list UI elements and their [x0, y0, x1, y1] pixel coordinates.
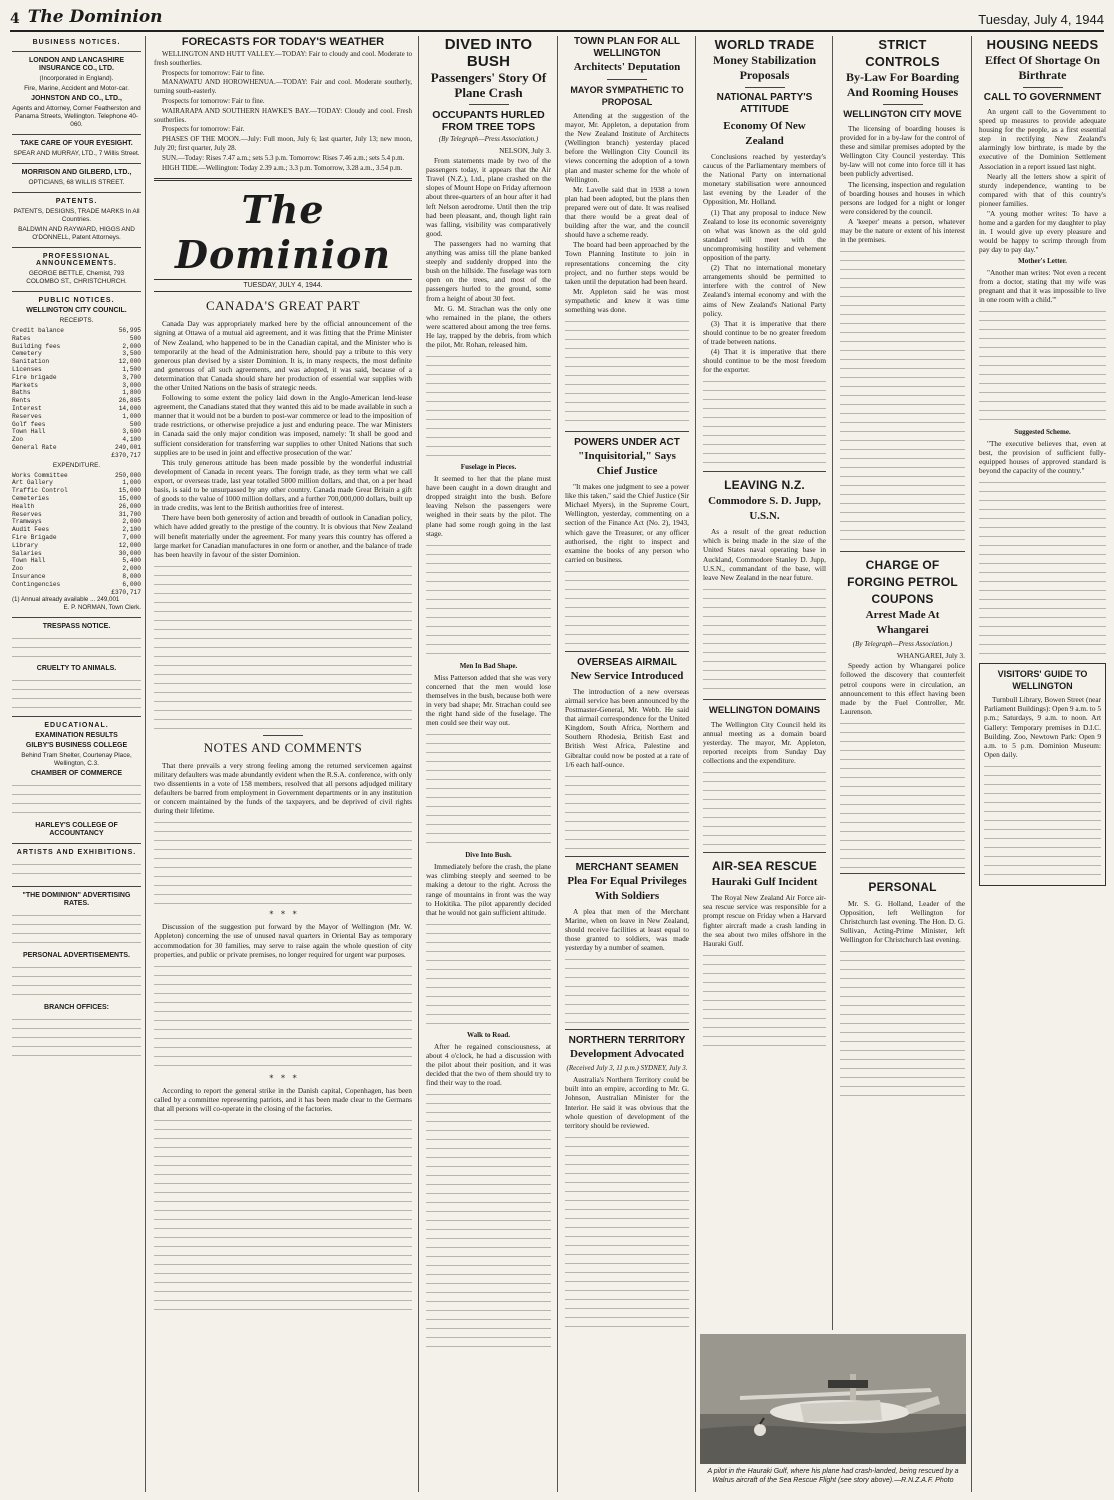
article-deck: CALL TO GOVERNMENT: [983, 92, 1102, 103]
ledger-row: Rents 26,805: [12, 397, 141, 405]
text-block: [426, 729, 551, 849]
section-heading: PUBLIC NOTICES.: [38, 297, 115, 304]
ledger-row: Insurance 8,000: [12, 572, 141, 580]
text-block: [984, 761, 1101, 881]
photo-caption: A pilot in the Hauraki Gulf, where his plane had crash-landed, being rescued by a Walrus aircraft of the Sea Rescue Flight (see story above).—R.N.Z.A.F. Photo: [707, 1468, 959, 1484]
weather-line: MANAWATU AND HOROWHENUA.—TODAY: Fair and cool. Moderate southerly, turning south-easterly.: [154, 78, 412, 96]
ledger-row: Reserves 31,700: [12, 510, 141, 518]
photo-block: [697, 1330, 969, 1492]
text-block: [12, 780, 141, 820]
notice-title: LONDON AND LANCASHIRE INSURANCE CO., LTD.: [28, 57, 125, 72]
article-headline: WORLD TRADE: [714, 37, 815, 52]
notice-text: GEORGE BETTLE, Chemist, 793 COLOMBO ST., CHRISTCHURCH.: [26, 270, 127, 285]
article-headline: HOUSING NEEDS: [986, 37, 1099, 52]
article-subhead: New Service Introduced: [570, 669, 684, 682]
text-block: [703, 950, 826, 1050]
newspaper-flag: The Dominion: [175, 187, 391, 278]
article-body: As a result of the great reduction which is being made in the size of the United States naval operating base in Auckland, Commodore Stanley D. Jupp, U.S.N., commandant of the base, will leave New Zealand in the near future.: [703, 527, 826, 582]
notice-title: GILBY'S BUSINESS COLLEGE: [25, 742, 128, 750]
folio-masthead: The Dominion: [27, 7, 163, 27]
text-block: [12, 675, 141, 711]
article-subhead: Architects' Deputation: [573, 61, 681, 73]
ledger-row: Rates 500: [12, 334, 141, 342]
weather-line: WELLINGTON AND HUTT VALLEY.—TODAY: Fair to cloudy and cool. Moderate to fresh southerlies.: [154, 50, 412, 67]
notice-title: JOHNSTON AND CO., LTD.,: [31, 95, 122, 102]
guide-body: Turnbull Library, Bowen Street (near Parliament Buildings): Open 9 a.m. to 5 p.m.; Saturdays, 9 a.m. to noon. Art Gallery: Temporary premises in D.I.C. Building. Zoo, Newtown Park: Open 9 a.m. to 5 p.m. Dominion Museum: Open daily.: [984, 695, 1101, 759]
ledger-row: Zoo 4,100: [12, 436, 141, 444]
text-block: [840, 946, 965, 1096]
text-block: [840, 246, 965, 546]
ledger-row: Cemeteries 15,000: [12, 494, 141, 502]
text-block: [12, 633, 141, 663]
notice-title: PERSONAL ADVERTISEMENTS.: [23, 952, 130, 960]
notice-title: CHAMBER OF COMMERCE: [31, 770, 122, 778]
crosshead: Dive Into Bush.: [465, 851, 512, 860]
notice-title: HARLEY'S COLLEGE OF ACCOUNTANCY: [35, 822, 118, 838]
article-body: Mr. S. G. Holland, Leader of the Opposition, left Wellington for Christchurch last evening. The Hon. D. G. Sullivan, Acting-Prime Minister, left Wellington for Christchurch last evening.: [840, 898, 965, 945]
crosshead: Walk to Road.: [467, 1030, 510, 1039]
article-deck: NATIONAL PARTY'S ATTITUDE: [716, 92, 813, 115]
ledger-row: Fire Brigade 7,000: [12, 533, 141, 541]
issue-date: TUESDAY, JULY 4, 1944.: [154, 279, 412, 292]
notice-text: Fire, Marine, Accident and Motor-car.: [24, 85, 129, 92]
article-body: "Another man writes: 'Not even a recent from a doctor, stating that my wife was pregnant and that it was impossible to live in one room with a child.'": [979, 267, 1106, 304]
article-body: A plea that men of the Merchant Marine, when on leave in New Zealand, should receive facilities at least equal to those granted to soldiers, was made yesterday by a number of seamen.: [565, 906, 689, 953]
article-byline: (By Telegraph—Press Association.): [852, 640, 953, 649]
weather-line: Prospects for tomorrow: Fair.: [162, 125, 245, 134]
section-heading: EDUCATIONAL.: [44, 722, 109, 730]
section-heading: BUSINESS NOTICES.: [32, 39, 121, 46]
leader-column: [150, 36, 416, 1492]
ledger-row: Credit balance 56,995: [12, 327, 141, 334]
notice-title: BRANCH OFFICES:: [44, 1004, 109, 1012]
notice-title: TAKE CARE OF YOUR EYESIGHT.: [20, 140, 133, 147]
article-headline: NORTHERN TERRITORY: [568, 1035, 686, 1047]
ledger-row: Health 26,000: [12, 502, 141, 510]
folio-date: Tuesday, July 4, 1944: [978, 12, 1104, 27]
town-clerk: E. P. NORMAN, Town Clerk.: [63, 604, 141, 612]
notice-title: TRESPASS NOTICE.: [42, 623, 111, 631]
text-block: [12, 962, 141, 1002]
article-dateline: (Received July 3, 11 p.m.) SYDNEY, July 3.: [566, 1064, 688, 1073]
notice-text: Behind Tram Shelter, Courtenay Place, Wellington, C.3.: [21, 752, 132, 768]
text-block: [12, 1014, 141, 1064]
ledger-row: Zoo 2,000: [12, 565, 141, 573]
text-block: [565, 1132, 689, 1332]
text-block: [703, 376, 826, 466]
notice-text: PATENTS, DESIGNS, TRADE MARKS In All Countries.: [13, 208, 140, 223]
weather-title: FORECASTS FOR TODAY'S WEATHER: [181, 36, 385, 48]
column-rule: [557, 36, 558, 1492]
editorial-continuation: [154, 561, 412, 731]
article-deck: OCCUPANTS HURLED FROM TREE TOPS: [432, 109, 545, 133]
ledger-row: Sanitation 12,000: [12, 358, 141, 366]
page-folio: [10, 6, 1104, 32]
article-body: "It makes one judgment to see a power like this taken," said the Chief Justice (Sir Michael Myers), in the Supreme Court, Wellington, yesterday, commenting on a section of the Finance Act (No. 2), 1943, which gave the Treasurer, or any officer authorised, the right to inspect and examine the books of any person who carried on business.: [565, 482, 689, 564]
notice-text: OPTICIANS, 68 WILLIS STREET.: [28, 179, 125, 186]
text-block: [565, 566, 689, 646]
text-block: [12, 910, 141, 950]
text-block: [979, 306, 1106, 426]
ledger-row: Fire brigade 3,700: [12, 373, 141, 381]
article-body: The Wellington City Council held its annual meeting as a domain board yesterday. The mayor, Mr. Appleton, reported receipts from Sunday Day collections and the expenditure.: [703, 719, 826, 766]
receipts-heading: RECEIPTS.: [59, 317, 94, 324]
notes-body: That there prevails a very strong feeling among the returned servicemen against military defaulters was made abundantly evident when the R.S.A. conference, with only two dissentients in a vote of 158 members, resolved that all persons adjudged military defaulters be barred from employment in Government departments or in any institution or concern maintained by the funds of the taxpayers, and be deprived of civil rights during their lifetime.: [154, 760, 412, 816]
text-block: [426, 540, 551, 660]
article-body: The introduction of a new overseas airmail service has been announced by the Postmaster-General, Mr. Webb. He said that airmail correspondence for the United Kingdom, South Africa, Northern and Southern Rhodesia, British East and British West Africa, Palestine and Gibraltar could now be posted at a rate of 1/6 each half-ounce.: [565, 686, 689, 769]
article-subhead: Hauraki Gulf Incident: [711, 876, 818, 889]
page-number: 4: [10, 11, 20, 27]
article-headline: AIR-SEA RESCUE: [711, 859, 818, 874]
article-headline: PERSONAL: [868, 879, 937, 894]
article-byline: (By Telegraph—Press Association.): [438, 135, 539, 143]
column-rule: [145, 36, 146, 1492]
text-block: [703, 767, 826, 847]
article-subhead: "Inquisitorial," Says Chief Justice: [578, 450, 676, 478]
article-subhead: Commodore S. D. Jupp, U.S.N.: [708, 495, 821, 523]
article-body: Immediately before the crash, the plane was climbing steeply and seemed to be making a detour to the right. Across the range of mountains in front was the way to Hokitika. The pilot apparently decided that he would not gain sufficient altitude.: [426, 862, 551, 917]
ledger-row: Art Gallery 1,000: [12, 479, 141, 487]
walrus-aircraft-illustration: [700, 1334, 966, 1464]
strict-controls-column: [836, 36, 969, 1492]
receipts-total: £370,717: [111, 451, 141, 459]
article-headline: DIVED INTO BUSH: [444, 36, 533, 70]
housing-column: [975, 36, 1110, 1492]
article-body: Attending at the suggestion of the mayor, Mr. Appleton, a deputation from the New Zealand Institute of Architects (Wellington branch) yesterday placed before the Wellington City Council its views concerning the adoption of a town plan and master scheme for the whole of Wellington. Mr. Lavelle said that in 1938 a town plan had been adopted, but the plans then prepared were out of date. It was realised that there would be a great deal of building after the war, and the council should have a scheme ready. The board had been approached by the Town Planning Institute to join in representations concerning the city project, and no further steps would be taken until the deputation had been heard. Mr. Appleton said he was most sympathetic and knew it was time something was done.: [565, 111, 689, 314]
article-subhead: Development Advocated: [570, 1048, 684, 1061]
column-rule: [971, 36, 972, 1492]
article-headline: TOWN PLAN FOR ALL WELLINGTON: [573, 36, 681, 59]
notes-title: NOTES AND COMMENTS: [203, 739, 363, 755]
article-subhead: Passengers' Story Of Plane Crash: [430, 70, 547, 100]
column-rule: [695, 36, 696, 1492]
article-headline: CHARGE OF FORGING PETROL COUPONS: [847, 558, 958, 607]
expenditure-heading: EXPENDITURE.: [52, 461, 101, 469]
article-body: Miss Patterson added that she was very concerned that the men would lose themselves in the bush, because both were in very bad shape; Mr. Strachan could see the right hand side of the fuselage. The men could see their way out.: [426, 672, 551, 728]
article-body: It seemed to her that the plane must have been caught in a down draught and dropped straight into the bush. Before leaving Nelson the passengers were weighed in their seats by the pilot. The plane had some rough going in the last stage.: [426, 474, 551, 538]
notes-continuation: [154, 1115, 412, 1315]
notes-body: According to report the general strike in the Danish capital, Copenhagen, has been called by a committee representing patriots, and it has been made clear to the Germans that all persons will co-operate in the closing of the factories.: [154, 1085, 412, 1113]
article-body: NELSON, July 3. From statements made by two of the passengers today, it appears that the Air Travel (N.Z.), Ltd., plane crashed on the slopes of Mount Hope on Friday afternoon about three-quarters of an hour after it had left Nelson aerodrome. Until then the trip had been pleasant, and, though light rain was falling, visibility was comparatively good. The passengers had no warning that anything was amiss till the plane banked steeply and suddenly dropped into the bush on the hillside. The fuselage was torn open on the trees, and most of the passengers hurled to the ground, some from a height of about 30 feet. Mr. G. M. Strachan was the only one who remained in the plane, the others were scattered about among the tree ferns. He lay, trapped by the debris, from which the pilot, Mr. Rohan, released him.: [426, 146, 551, 349]
notice-text: Agents and Attorney, Corner Featherston and Panama Streets, Wellington. Telephone 40-060.: [12, 105, 141, 128]
text-block: [565, 316, 689, 426]
crosshead: Mother's Letter.: [1018, 256, 1067, 265]
world-trade-column: [699, 36, 830, 1492]
text-block: [703, 584, 826, 694]
article-subhead: Plea For Equal Privileges With Soldiers: [567, 874, 687, 902]
article-deck: MAYOR SYMPATHETIC TO PROPOSAL: [570, 85, 684, 107]
article-headline: MERCHANT SEAMEN: [575, 861, 679, 873]
notes-body: Discussion of the suggestion put forward by the Mayor of Wellington (Mr. W. Appleton) concerning the use of unused naval quarters in Oriental Bay as temporary accommodation for 30 families, may serve to raise again the whole question of city properties, and public or private premises, no longer required for urgent war purposes.: [154, 922, 412, 959]
ledger-row: Salaries 30,000: [12, 549, 141, 557]
article-deck: WELLINGTON CITY MOVE: [843, 109, 962, 120]
ledger-row: Licenses 1,500: [12, 365, 141, 373]
ledger-row: Golf fees 500: [12, 420, 141, 428]
article-body: The licensing of boarding houses is provided for in a by-law for the control of these and similar premises adopted by the Wellington City Council yesterday. This by-law will not come into force till it has been publicly advertised. The licensing, inspection and regulation of boarding houses and houses in which persons are lodged for a night or longer were considered by the council. A 'keeper' means a person, whatever may be the nature or extent of his interest in the premises.: [840, 124, 965, 245]
expenditure-table: [12, 472, 141, 589]
article-headline: STRICT CONTROLS: [865, 37, 940, 69]
ledger-row: Contingencies 6,000: [12, 580, 141, 588]
column-rule: [418, 36, 419, 1492]
section-heading: PATENTS.: [55, 198, 98, 205]
notice-text: BALDWIN AND RAYWARD, HIGGS AND O'DONNELL, Patent Attorneys.: [18, 226, 135, 241]
crosshead: Suggested Scheme.: [1014, 427, 1071, 436]
article-deck: Economy Of New Zealand: [723, 120, 806, 147]
text-block: [426, 1089, 551, 1349]
crosshead: Fuselage in Pieces.: [460, 463, 517, 472]
article-subhead: Effect Of Shortage On Birthrate: [985, 53, 1100, 82]
weather-line: WAIRARAPA AND SOUTHERN HAWKE'S BAY.—TODAY: Cloudy and cool. Fresh southerlies.: [154, 106, 412, 124]
weather-forecast: [154, 50, 412, 172]
ledger-row: Town Hall 5,400: [12, 557, 141, 565]
weather-line: Prospects for tomorrow: Fair to fine.: [162, 68, 265, 77]
text-block: [979, 477, 1106, 657]
article-subhead: By-Law For Boarding And Rooming Houses: [845, 70, 960, 99]
section-heading: ARTISTS AND EXHIBITIONS.: [16, 849, 137, 857]
article-headline: WELLINGTON DOMAINS: [708, 704, 821, 716]
notes-continuation: [154, 817, 412, 907]
editorial-body: Canada Day was appropriately marked here by the official announcement of the signing at Ottawa of a mutual aid agreement, and it was fitting that the Prime Minister of New Zealand, who happened to be in the Canadian capital, and the Minister who is temporarily at the head of the Administration here, should pay a tribute to this very generous plan devised by a sister Dominion. It is, in many respects, the most definite and generous of all such agreements, and was adopted, it was said, because of a determination that Canada should share her production of essential war supplies with the other United Nations on the basis of strategic needs. Following to some extent the policy laid down in the Anglo-American lend-lease agreement, the Canadians stated that they wanted this aid to be made available in such a manner that it would not be a burden to post-war commerce or lead to the imposition of trade restrictions, or otherwise prejudice a just and enduring peace. The war Ministers in Canada said the only major condition was imposed, namely: 'It shall be good and sufficient consideration for transferring war supplies to other United Nations that such supplies are to be used in joint and effective prosecution of the war.' This truly generous attitude has been made possible by the wonderful industrial development of Canada in recent years. The foreign trade, as they term what we call export, or overseas trade, last year totalled 5000 million dollars, and that, on a per head basis, is said to be unsurpassed by any other country. Canada made Great Britain a gift of goods to the value of 1000 million dollars, and a further 700,000,000 dollars, built up in trade credits, was lent to the British authorities free of interest. There have been both generosity of action and breadth of outlook in Canadian policy, which have added greatly to the prestige of the country. It is obvious that New Zealand will benefit materially under the agreement. For many years this country has offered a large market for Canadian manufactures in one form or another, and the balance of trade has been heavily in favour of the sister Dominion.: [154, 319, 412, 559]
article-headline: LEAVING N.Z.: [724, 478, 805, 493]
ledger-row: Works Committee 250,000: [12, 471, 141, 479]
text-block: [12, 859, 141, 881]
separator-stars: * * *: [269, 910, 297, 920]
article-body: Conclusions reached by yesterday's caucus of the Parliamentary members of the National Party on international monetary stabilisation were announced last evening by the Leader of the Opposition, Mr. Holland. (1) That any proposal to induce New Zealand to lose its economic sovereignty on what was known as the old gold standard will meet with the uncompromising hostility and vehement opposition of the party. (2) That no international monetary arrangements should be permitted to interfere with the control of New Zealand's internal economy and with the aims of New Zealand's National Party policy. (3) That it is imperative that there should continue to be no greater freedom of trade between nations. (4) That it is imperative that there should continue to be the most freedom for the exporter.: [703, 152, 826, 375]
town-plan-column: [561, 36, 693, 1492]
text-block: [565, 954, 689, 1024]
section-heading: PROFESSIONAL ANNOUNCEMENTS.: [36, 253, 117, 267]
notice-title: WELLINGTON CITY COUNCIL.: [26, 307, 127, 314]
text-block: [840, 718, 965, 868]
article-headline: OVERSEAS AIRMAIL: [577, 656, 677, 668]
ledger-row: Markets 3,000: [12, 381, 141, 389]
weather-line: Prospects for tomorrow: Fair to fine.: [162, 96, 265, 105]
receipts-table: [12, 327, 141, 452]
expenditure-total: £370,717: [111, 588, 141, 596]
weather-line: PHASES OF THE MOON.—July: Full moon, July 6; last quarter, July 13; new moon, July 20; first quarter, July 28.: [154, 135, 412, 152]
article-body: After he regained consciousness, at about 4 o'clock, he had a discussion with the pilot about their position, and it was decided that the two of them should try to find their way to the road.: [426, 1041, 551, 1088]
text-block: [565, 771, 689, 851]
ledger-row: Traffic Control 15,000: [12, 487, 141, 495]
visitors-guide: [979, 663, 1106, 886]
separator-stars: * * *: [269, 1073, 297, 1083]
ledger-row: Reserves 1,000: [12, 412, 141, 420]
ledger-row: Baths 1,800: [12, 389, 141, 397]
crosshead: Men In Bad Shape.: [459, 661, 518, 670]
plane-crash-column: [422, 36, 555, 1492]
notes-continuation: [154, 961, 412, 1071]
text-block: [426, 919, 551, 1029]
ledger-row: Tramways 2,000: [12, 518, 141, 526]
editorial-title: CANADA'S GREAT PART: [205, 298, 361, 314]
ledger-row: Interest 14,000: [12, 404, 141, 412]
ledger-row: General Rate 249,001: [12, 443, 141, 451]
classifieds-column: [8, 36, 145, 1492]
notice-title: MORRISON AND GILBERD, LTD.,: [21, 169, 132, 176]
article-body: The Royal New Zealand Air Force air-sea rescue service was responsible for a prompt rescue on Friday when a Harvard fighter aircraft made a crash landing in the sea about two miles offshore in the Hauraki Gulf.: [703, 893, 826, 948]
article-body: WHANGAREI, July 3. Speedy action by Whangarei police followed the discovery that counterfeit petrol coupons were in circulation, an announcement to this effect having been made by the Fuel Controller, Mr. Laurenson.: [840, 651, 965, 716]
article-subhead: Money Stabilization Proposals: [712, 53, 816, 82]
guide-title: VISITORS' GUIDE TO WELLINGTON: [997, 669, 1088, 692]
ledger-row: Library 12,000: [12, 541, 141, 549]
ledger-row: Cemetery 3,500: [12, 350, 141, 358]
rates-note: (1) Annual already available ... 249,001: [12, 596, 120, 604]
notice-title: "THE DOMINION" ADVERTISING RATES.: [22, 892, 131, 908]
article-headline: POWERS UNDER ACT: [574, 437, 680, 449]
notice-text: SPEAR AND MURRAY, LTD., 7 Willis Street.: [13, 150, 140, 157]
article-body: An urgent call to the Government to speed up measures to provide adequate housing for the people, as a first essential step in rectifying New Zealand's alarmingly low birthrate, is made by the executive of the Dominion Settlement Association in a report issued last night. Nearly all the letters show a spirit of sturdy independence, wanting to be compared with that of this country's pioneer families. "A young mother writes: To have a home and a garden for my daughter to play in. I would give up every pleasure and would be happy to scrimp through from pay day to pay day.": [979, 107, 1106, 255]
ledger-row: Town Hall 3,600: [12, 428, 141, 436]
article-subhead: Arrest Made At Whangarei: [865, 609, 940, 637]
ledger-row: Audit Fees 2,100: [12, 526, 141, 534]
notice-title: EXAMINATION RESULTS: [35, 732, 118, 740]
column-rule: [832, 36, 833, 1492]
article-body: "The executive believes that, even at best, the provision of sufficient fully-equipped houses of approved standard is beyond the capacity of the country.": [979, 438, 1106, 476]
article-body: Australia's Northern Territory could be built into an empire, according to Mr. G. Johnson, Australian Minister for the Interior. He said it was obvious that the whole question of development of the territory should be reviewed.: [565, 1075, 689, 1130]
notice-title: CRUELTY TO ANIMALS.: [36, 665, 117, 673]
rescue-photo: [700, 1334, 966, 1464]
weather-line: SUN.—Today: Rises 7.47 a.m.; sets 5.3 p.m. Tomorrow: Rises 7.46 a.m.; sets 5.4 p.m.: [162, 153, 405, 162]
text-block: [426, 351, 551, 461]
ledger-row: Building fees 2,000: [12, 342, 141, 350]
weather-line: HIGH TIDE.—Wellington: Today 2.39 a.m.; 3.3 p.m. Tomorrow, 3.28 a.m., 3.54 p.m.: [162, 163, 403, 172]
notice-text: (Incorporated in England).: [39, 75, 114, 82]
